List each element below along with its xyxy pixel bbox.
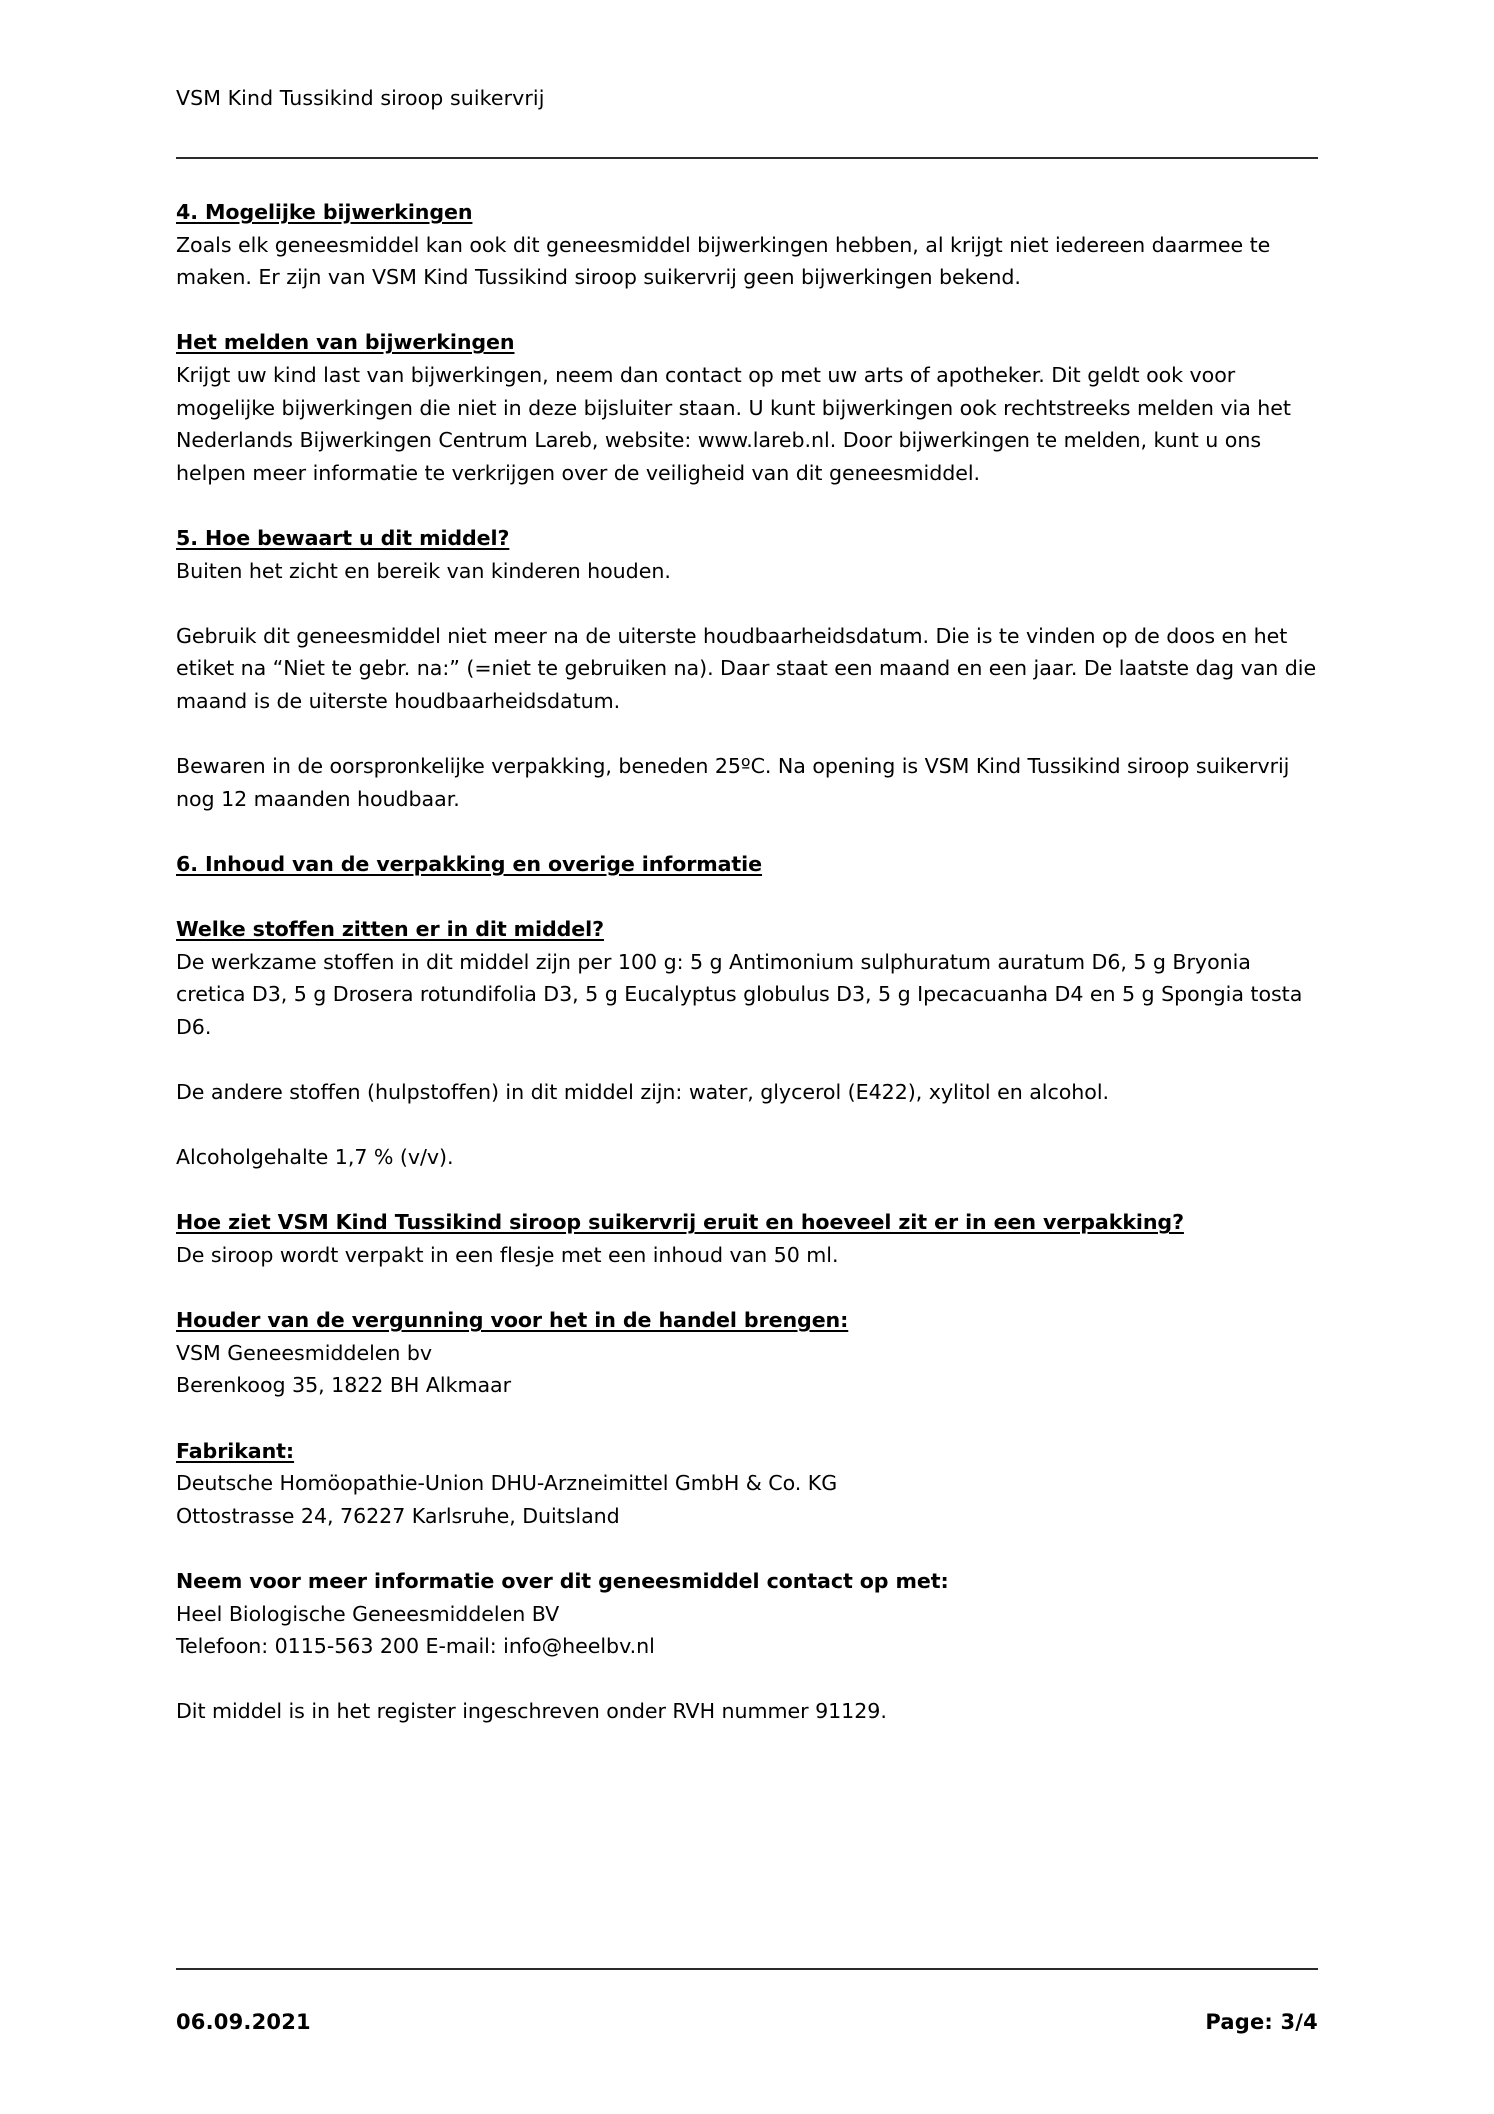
spacer xyxy=(176,294,1318,327)
spacer xyxy=(176,1663,1318,1696)
section-heading-storage: 5. Hoe bewaart u dit middel? xyxy=(176,525,510,550)
page-content xyxy=(176,0,1318,2114)
license-holder-name: VSM Geneesmiddelen bv xyxy=(176,1340,433,1365)
spacer xyxy=(176,1532,1318,1565)
spacer xyxy=(176,587,1318,620)
section-heading-license-holder: Houder van de vergunning voor het in de handel brengen: xyxy=(176,1308,849,1333)
manufacturer-name: Deutsche Homöopathie-Union DHU-Arzneimittel GmbH & Co. KG xyxy=(176,1471,838,1496)
license-holder-address: Berenkoog 35, 1822 BH Alkmaar xyxy=(176,1373,512,1398)
document-body xyxy=(176,196,1318,1728)
section-heading-appearance: Hoe ziet VSM Kind Tussikind siroop suikervrij eruit en hoeveel zit er in een verpakking? xyxy=(176,1210,1184,1235)
paragraph-side-effects: Zoals elk geneesmiddel kan ook dit geneesmiddel bijwerkingen hebben, al krijgt niet iedereen daarmee te maken. Er zijn van VSM Kind Tussikind siroop suikervrij geen bijwerkingen bekend. xyxy=(176,232,1271,290)
section-heading-reporting: Het melden van bijwerkingen xyxy=(176,330,515,355)
spacer xyxy=(176,718,1318,751)
section-heading-more-info: Neem voor meer informatie over dit geneesmiddel contact op met: xyxy=(176,1568,949,1593)
manufacturer-address: Ottostrasse 24, 76227 Karlsruhe, Duitsland xyxy=(176,1503,620,1528)
paragraph-storage-conditions: Bewaren in de oorspronkelijke verpakking, beneden 25ºC. Na opening is VSM Kind Tussikind siroop suikervrij nog 12 maanden houdbaar. xyxy=(176,754,1290,811)
spacer xyxy=(176,1109,1318,1142)
spacer xyxy=(176,880,1318,913)
section-heading-contents: 6. Inhoud van de verpakking en overige informatie xyxy=(176,851,763,876)
spacer xyxy=(176,1402,1318,1435)
running-header: VSM Kind Tussikind siroop suikervrij xyxy=(176,86,545,110)
header-divider xyxy=(176,157,1318,159)
document-footer xyxy=(176,2010,1318,2034)
paragraph-storage-children: Buiten het zicht en bereik van kinderen houden. xyxy=(176,558,671,583)
section-heading-side-effects: 4. Mogelijke bijwerkingen xyxy=(176,200,473,224)
section-heading-substances: Welke stoffen zitten er in dit middel? xyxy=(176,917,604,942)
paragraph-excipients: De andere stoffen (hulpstoffen) in dit middel zijn: water, glycerol (E422), xylitol en alcohol. xyxy=(176,1080,1109,1105)
paragraph-active-substances: De werkzame stoffen in dit middel zijn per 100 g: 5 g Antimonium sulphuratum auratum D6, 5 g Bryonia cretica D3, 5 g Drosera rotundifolia D3, 5 g Eucalyptus globulus D3, 5 g Ipecacuanha D4 en 5 g Spongia tosta D6. xyxy=(176,949,1303,1039)
footer-date: 06.09.2021 xyxy=(176,2010,311,2034)
spacer xyxy=(176,815,1318,848)
spacer xyxy=(176,489,1318,522)
footer-divider xyxy=(176,1968,1318,1970)
paragraph-reporting: Krijgt uw kind last van bijwerkingen, neem dan contact op met uw arts of apotheker. Dit geldt ook voor mogelijke bijwerkingen die niet in deze bijsluiter staan. U kunt bijwerkingen ook rechtstreeks melden via het Nederlands Bijwerkingen Centrum Lareb, website: www.lareb.nl. Door bijwerkingen te melden, kunt u ons helpen meer informatie te verkrijgen over de veiligheid van dit geneesmiddel. xyxy=(176,362,1291,485)
paragraph-registration: Dit middel is in het register ingeschreven onder RVH nummer 91129. xyxy=(176,1699,887,1724)
paragraph-storage-expiry: Gebruik dit geneesmiddel niet meer na de uiterste houdbaarheidsdatum. Die is te vinden op de doos en het etiket na “Niet te gebr. na:” (=niet te gebruiken na). Daar staat een maand en een jaar. De laatste dag van die maand is de uiterste houdbaarheidsdatum. xyxy=(176,623,1317,713)
more-info-contact: Telefoon: 0115-563 200 E-mail: info@heelbv.nl xyxy=(176,1634,655,1659)
paragraph-alcohol-content: Alcoholgehalte 1,7 % (v/v). xyxy=(176,1145,454,1170)
more-info-company: Heel Biologische Geneesmiddelen BV xyxy=(176,1601,560,1626)
footer-page-number: Page: 3/4 xyxy=(1205,2010,1318,2034)
spacer xyxy=(176,1272,1318,1305)
spacer xyxy=(176,1174,1318,1207)
paragraph-appearance: De siroop wordt verpakt in een flesje met een inhoud van 50 ml. xyxy=(176,1243,839,1267)
section-heading-manufacturer: Fabrikant: xyxy=(176,1438,295,1463)
spacer xyxy=(176,1043,1318,1076)
